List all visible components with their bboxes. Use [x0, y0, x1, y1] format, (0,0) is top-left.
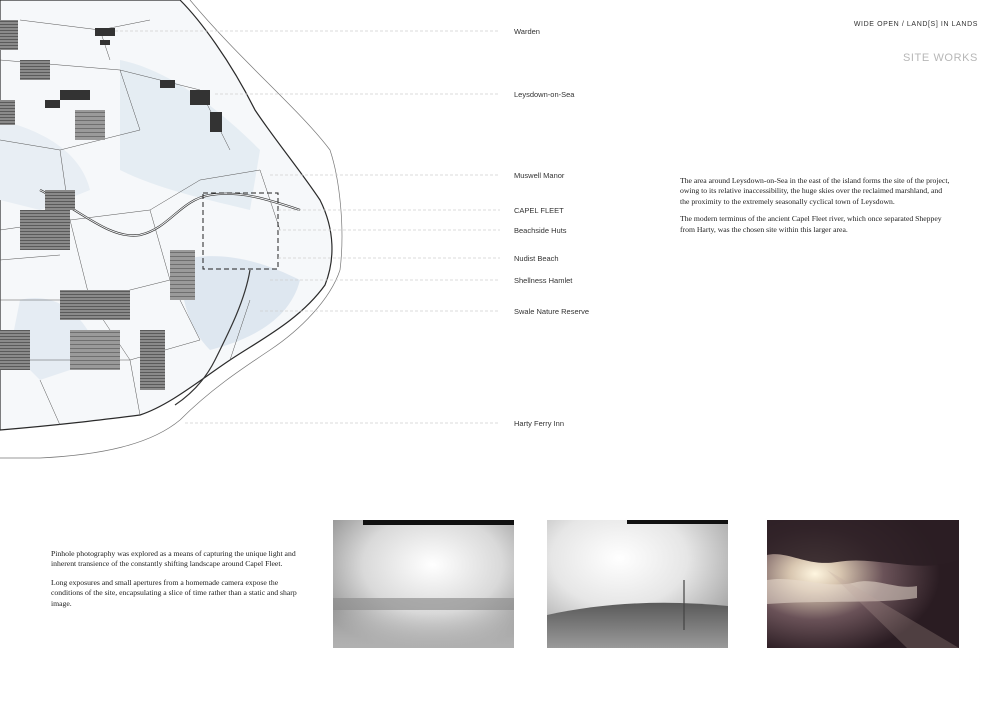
project-title: WIDE OPEN / LAND[S] IN LANDS — [853, 21, 978, 28]
pinhole-paragraph: Pinhole photography was explored as a means of capturing the unique light and inherent transience of the constantly shifting landscape around Capel Fleet. — [51, 549, 296, 569]
pinhole-photo-1 — [333, 520, 514, 648]
pinhole-description — [51, 549, 301, 617]
label-shellness-hamlet: Shellness Hamlet — [514, 276, 573, 285]
label-swale-nature-reserve: Swale Nature Reserve — [514, 307, 590, 316]
label-capel-fleet: CAPEL FLEET — [514, 206, 564, 215]
pinhole-paragraph: Long exposures and small apertures from a homemade camera expose the conditions of the site, encapsulating a slice of time rather than a static and sharp image. — [51, 577, 297, 608]
description-paragraph: The modern terminus of the ancient Capel Fleet river, which once separated Sheppey from Harty, was the chosen site within this larger area. — [680, 214, 942, 234]
sky-photo — [767, 520, 959, 648]
label-muswell-manor: Muswell Manor — [514, 171, 565, 180]
label-beachside-huts: Beachside Huts — [514, 226, 567, 235]
label-nudist-beach: Nudist Beach — [514, 254, 559, 263]
label-leysdown: Leysdown-on-Sea — [514, 90, 575, 99]
section-title: SITE WORKS — [902, 52, 978, 64]
description-paragraph: The area around Leysdown-on-Sea in the east of the island forms the site of the project, owing to its relative inaccessibility, the huge skies over the reclaimed marshland, and the proximity to the extremely seasonally cyclical town of Leysdown. — [680, 176, 950, 206]
label-harty-ferry-inn: Harty Ferry Inn — [514, 419, 565, 428]
label-warden: Warden — [514, 27, 540, 36]
site-description — [680, 176, 950, 242]
site-map — [0, 0, 500, 470]
pinhole-photo-2 — [547, 520, 728, 648]
